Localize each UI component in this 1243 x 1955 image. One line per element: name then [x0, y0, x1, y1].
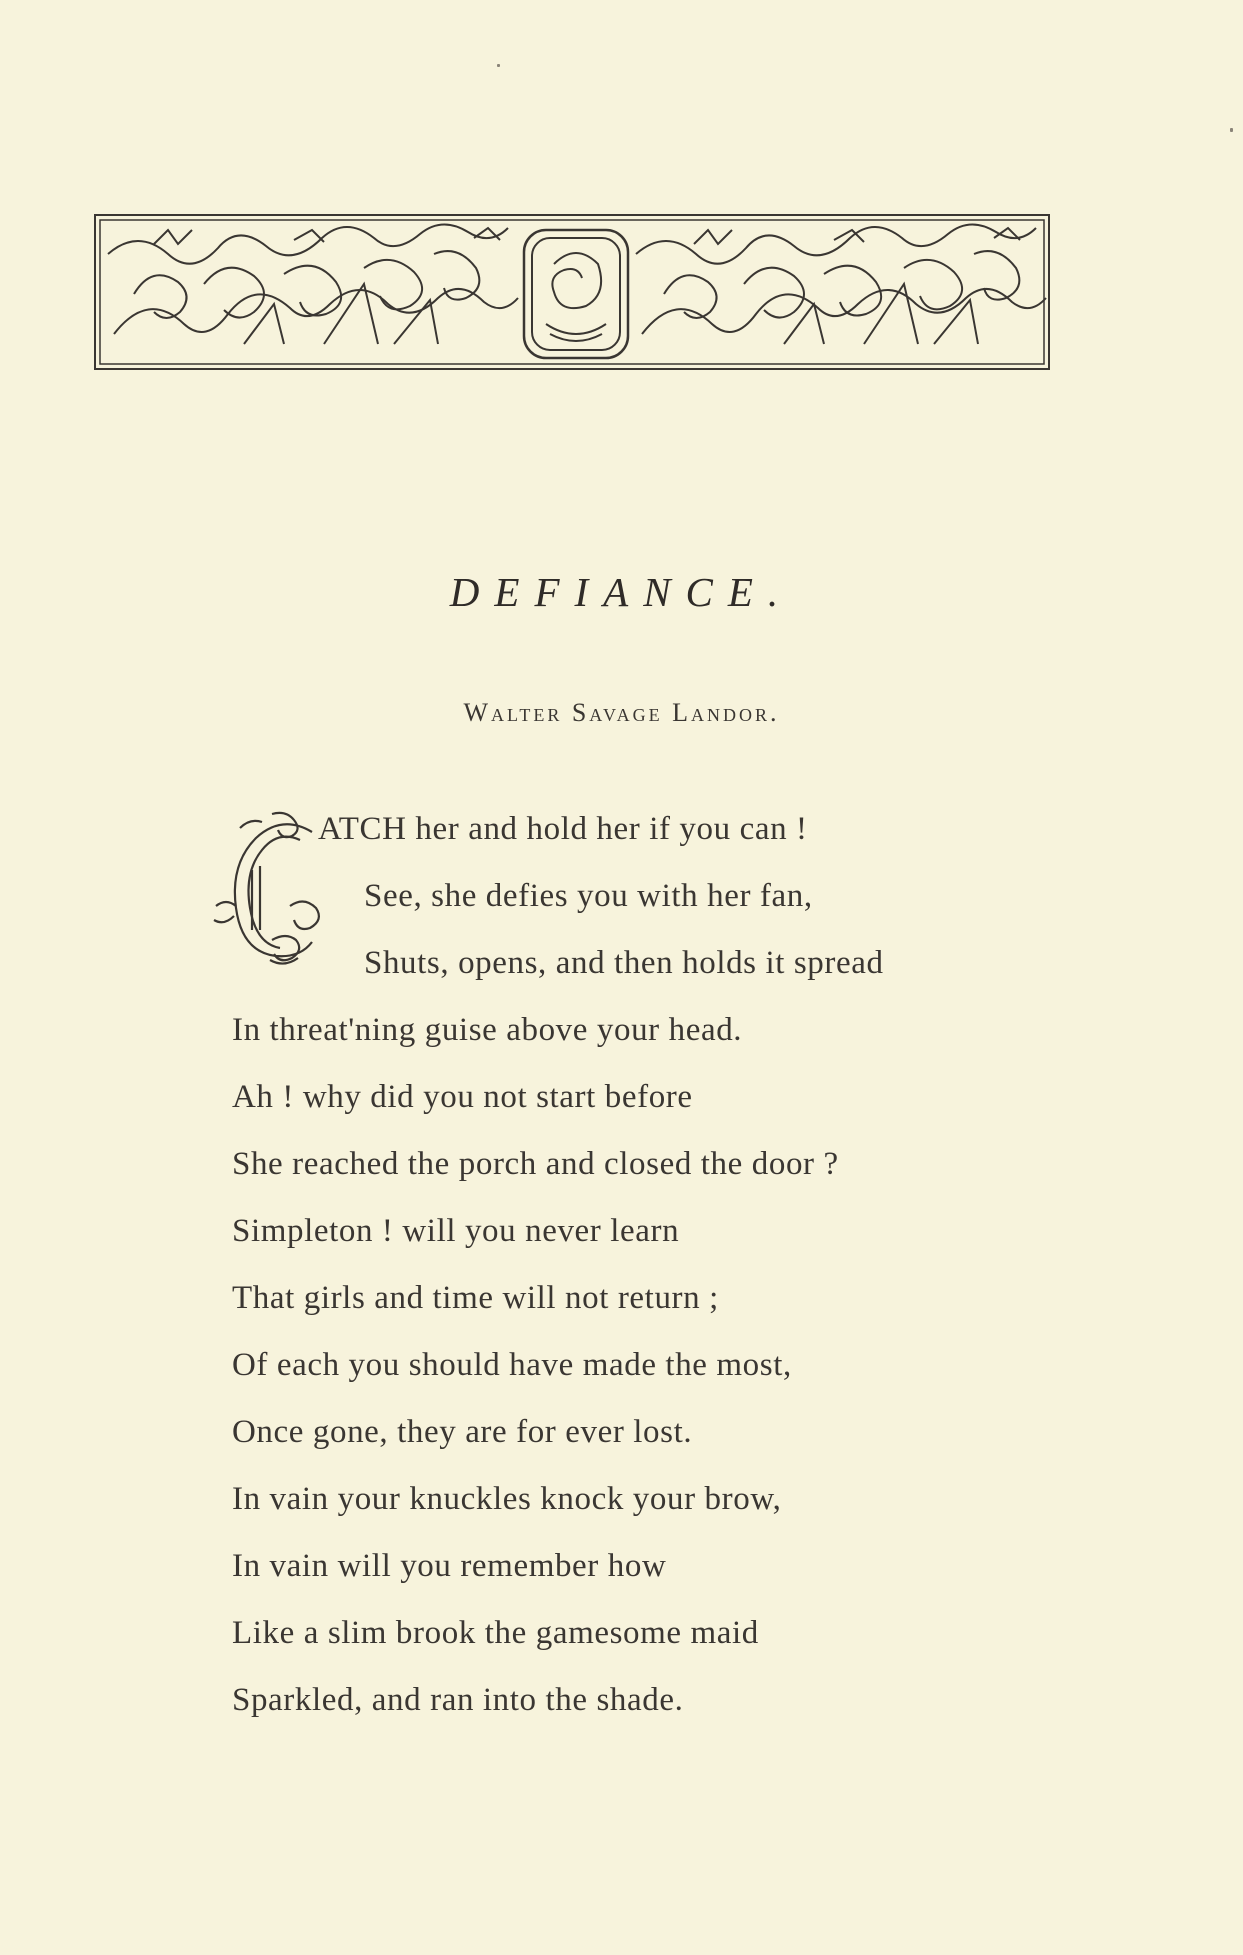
- poem-line: In vain your knuckles knock your brow,: [232, 1481, 782, 1517]
- poem-line: See, she defies you with her fan,: [364, 878, 813, 914]
- poem-line: In vain will you remember how: [232, 1548, 667, 1584]
- poem-line: She reached the porch and closed the door ?: [232, 1146, 839, 1182]
- poem-author: Walter Savage Landor.: [463, 698, 780, 727]
- ornamental-vine-headpiece-icon: [94, 214, 1050, 370]
- poem-line: Sparkled, and ran into the shade.: [232, 1682, 684, 1718]
- poem-line: Once gone, they are for ever lost.: [232, 1414, 693, 1450]
- poem-line: ATCH her and hold her if you can !: [318, 811, 808, 847]
- poem-line: Shuts, opens, and then holds it spread: [364, 945, 884, 981]
- poem-line: Ah ! why did you not start before: [232, 1079, 693, 1115]
- poem-line: That girls and time will not return ;: [232, 1280, 719, 1316]
- poem-line: Simpleton ! will you never learn: [232, 1213, 680, 1249]
- poem-title: DEFIANCE.: [449, 569, 794, 615]
- ink-speck: [1230, 128, 1233, 132]
- ink-speck: [497, 64, 500, 67]
- poem-line: In threat'ning guise above your head.: [232, 1012, 743, 1048]
- poem-line: Of each you should have made the most,: [232, 1347, 792, 1383]
- poem-line: Like a slim brook the gamesome maid: [232, 1615, 759, 1651]
